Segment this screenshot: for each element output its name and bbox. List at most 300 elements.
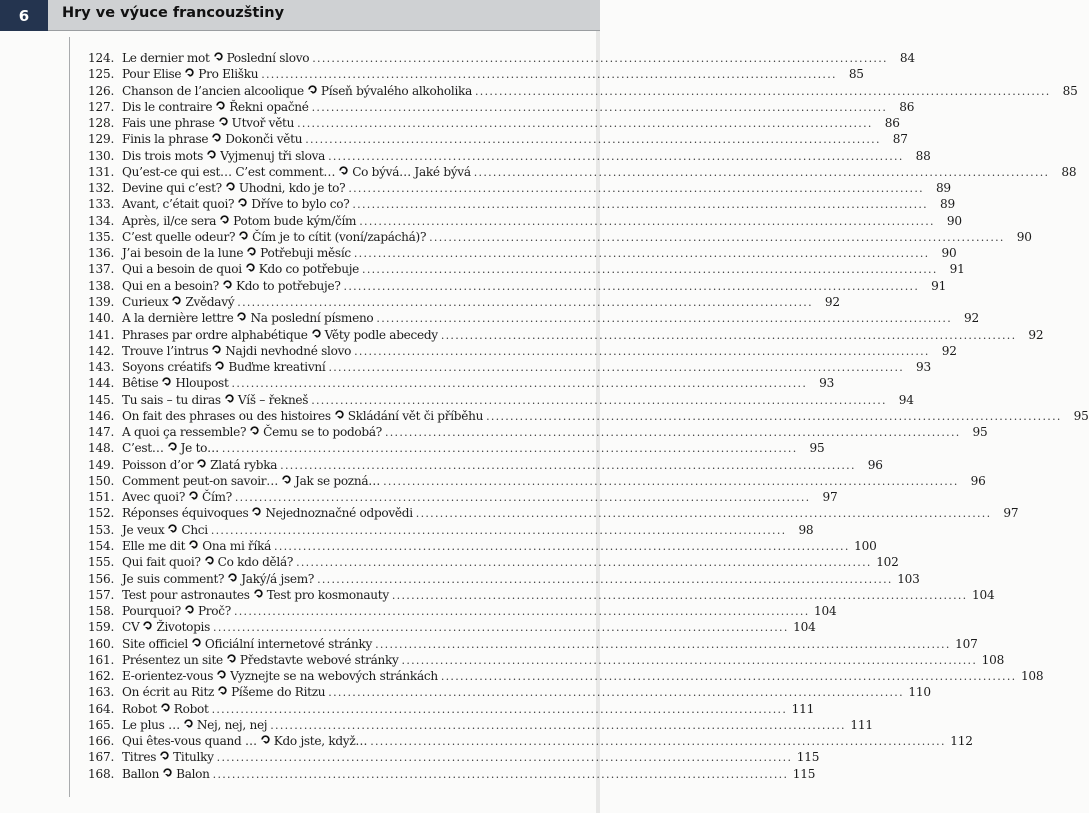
- entry-page: 89: [935, 181, 951, 196]
- toc-entry[interactable]: [88, 749, 820, 765]
- arrow-right-circle-icon: [189, 491, 198, 500]
- arrow-right-circle-icon: [220, 215, 229, 224]
- arrow-right-circle-icon: [223, 280, 232, 289]
- entry-number: 139.: [88, 294, 115, 309]
- entry-title-czech: Píseň bývalého alkoholika: [320, 83, 472, 98]
- entry-page: 104: [793, 620, 816, 635]
- toc-entry[interactable]: [88, 66, 864, 82]
- entry-number: 149.: [88, 457, 115, 472]
- leader-dots: ........................................................................................................................: [354, 344, 930, 358]
- entry-page: 91: [931, 278, 947, 293]
- entry-title-czech: Kdo jste, když…: [273, 734, 368, 749]
- entry-title-czech: Životopis: [156, 620, 211, 635]
- entry-number: 154.: [88, 538, 115, 553]
- entry-title-french: Bêtise: [122, 376, 159, 391]
- entry-page: 95: [972, 425, 988, 440]
- entry-number: 125.: [88, 67, 115, 82]
- entry-page: 96: [970, 473, 986, 488]
- toc-entry[interactable]: [88, 457, 883, 473]
- entry-title-french: On écrit au Ritz: [122, 685, 215, 700]
- entry-number: 158.: [88, 604, 115, 619]
- toc-entry[interactable]: [88, 213, 962, 229]
- entry-number: 145.: [88, 392, 115, 407]
- entry-title-french: Après, il/ce sera: [122, 213, 217, 228]
- header-title: Hry ve výuce francouzštiny: [62, 5, 285, 21]
- leader-dots: ........................................................................................................................: [233, 605, 810, 619]
- arrow-right-circle-icon: [215, 361, 224, 370]
- arrow-right-circle-icon: [219, 117, 228, 126]
- entry-number: 142.: [88, 343, 115, 358]
- entry-title-french: Réponses équivoques: [122, 506, 249, 521]
- entry-title-czech: Víš – řekneš: [237, 392, 309, 407]
- leader-dots: ........................................................................................................................: [383, 474, 959, 488]
- entry-title-french: Titres: [122, 750, 157, 765]
- entry-page: 115: [792, 766, 816, 781]
- toc-entry[interactable]: [88, 619, 816, 635]
- entry-page: 108: [981, 652, 1005, 667]
- entry-page: 97: [822, 490, 838, 505]
- entry-page: 93: [819, 376, 835, 391]
- entry-title-czech: Na poslední písmeno: [250, 311, 374, 326]
- toc-entry[interactable]: [88, 571, 920, 587]
- leader-dots: ........................................................................................................................: [359, 214, 935, 228]
- entry-title-czech: Jaký/á jsem?: [241, 571, 315, 586]
- arrow-right-circle-icon: [237, 312, 246, 321]
- arrow-right-circle-icon: [239, 231, 248, 240]
- arrow-right-circle-icon: [227, 654, 236, 663]
- entry-number: 151.: [88, 490, 115, 505]
- toc-entry[interactable]: [88, 684, 931, 700]
- entry-page: 92: [941, 343, 957, 358]
- entry-number: 144.: [88, 376, 115, 391]
- leader-dots: ........................................................................................................................: [384, 426, 961, 440]
- toc-entry[interactable]: [88, 50, 915, 66]
- arrow-right-circle-icon: [168, 442, 177, 451]
- entry-page: 84: [899, 51, 915, 65]
- arrow-right-circle-icon: [252, 507, 261, 516]
- leader-dots: ........................................................................................................................: [352, 198, 928, 212]
- entry-page: 88: [915, 148, 931, 163]
- entry-title-french: Qui a besoin de quoi: [122, 262, 242, 277]
- toc-entry[interactable]: [88, 505, 1019, 521]
- arrow-right-circle-icon: [197, 459, 206, 468]
- entry-number: 136.: [88, 246, 115, 261]
- entry-title-czech: Nejednoznačné odpovědi: [265, 506, 413, 521]
- toc-entry[interactable]: [88, 733, 973, 749]
- entry-number: 143.: [88, 360, 115, 375]
- entry-title-french: Avant, c’était quoi?: [122, 197, 235, 212]
- toc-entry[interactable]: [88, 164, 1077, 180]
- arrow-right-circle-icon: [163, 768, 172, 777]
- toc-entry[interactable]: [88, 375, 835, 391]
- entry-title-czech: Proč?: [197, 604, 231, 619]
- leader-dots: ........................................................................................................................: [231, 377, 808, 391]
- toc-entry[interactable]: [88, 652, 1005, 668]
- toc-entry[interactable]: [88, 131, 908, 147]
- entry-number: 161.: [88, 652, 115, 667]
- entry-page: 102: [876, 555, 899, 570]
- leader-dots: ........................................................................................................................: [237, 295, 813, 309]
- toc-entry[interactable]: [88, 668, 1044, 684]
- entry-title-french: Comment peut-on savoir…: [122, 473, 279, 488]
- arrow-right-circle-icon: [212, 133, 221, 142]
- entry-page: 92: [1028, 327, 1044, 342]
- entry-number: 124.: [88, 51, 115, 65]
- entry-title-french: C’est…: [122, 441, 164, 456]
- arrow-right-circle-icon: [185, 605, 194, 614]
- entry-number: 128.: [88, 116, 115, 131]
- entry-page: 100: [854, 538, 877, 553]
- entry-number: 165.: [88, 717, 115, 732]
- entry-title-french: Pourquoi?: [122, 604, 181, 619]
- entry-title-french: Le plus …: [122, 717, 180, 732]
- toc-entry[interactable]: [88, 636, 978, 652]
- entry-title-french: Fais une phrase: [122, 116, 215, 131]
- leader-dots: ........................................................................................................................: [274, 539, 850, 553]
- arrow-right-circle-icon: [250, 426, 259, 435]
- entry-title-french: Le dernier mot: [122, 51, 210, 65]
- leader-dots: ........................................................................................................................: [328, 361, 905, 375]
- toc-entry[interactable]: [88, 603, 837, 619]
- entry-title-czech: Najdi nevhodné slovo: [225, 343, 352, 358]
- entry-number: 148.: [88, 441, 115, 456]
- toc-entry[interactable]: [88, 115, 900, 131]
- leader-dots: ........................................................................................................................: [305, 133, 881, 147]
- entry-title-french: Phrases par ordre alphabétique: [122, 327, 308, 342]
- toc-entry[interactable]: [88, 392, 914, 408]
- toc-entry[interactable]: [88, 180, 951, 196]
- entry-page: 115: [796, 750, 820, 765]
- arrow-right-circle-icon: [184, 719, 193, 728]
- entry-page: 90: [941, 246, 957, 261]
- entry-title-french: Chanson de l’ancien alcoolique: [122, 83, 304, 98]
- leader-dots: ........................................................................................................................: [415, 507, 992, 521]
- arrow-right-circle-icon: [246, 263, 255, 272]
- entry-number: 160.: [88, 636, 115, 651]
- entry-page: 97: [1003, 506, 1019, 521]
- arrow-right-circle-icon: [228, 573, 237, 582]
- arrow-right-circle-icon: [254, 589, 263, 598]
- toc-entry[interactable]: [88, 440, 825, 456]
- leader-dots: ........................................................................................................................: [391, 588, 968, 602]
- leader-dots: ........................................................................................................................: [328, 149, 904, 163]
- entry-page: 92: [824, 294, 840, 309]
- entry-title-french: A la dernière lettre: [122, 311, 234, 326]
- entry-number: 127.: [88, 99, 115, 114]
- entry-number: 162.: [88, 669, 115, 684]
- entry-title-french: Pour Elise: [122, 67, 182, 82]
- entry-number: 157.: [88, 587, 115, 602]
- toc-entry[interactable]: [88, 229, 1032, 245]
- arrow-right-circle-icon: [161, 703, 170, 712]
- entry-number: 133.: [88, 197, 115, 212]
- arrow-right-circle-icon: [335, 410, 344, 419]
- entry-title-czech: Test pro kosmonauty: [266, 587, 389, 602]
- toc-entry[interactable]: [88, 701, 815, 717]
- toc-entry[interactable]: [88, 766, 816, 782]
- entry-title-czech: Kdo co potřebuje: [258, 262, 360, 277]
- toc-entry[interactable]: [88, 310, 980, 326]
- entry-number: 163.: [88, 685, 115, 700]
- entry-title-french: Ballon: [122, 766, 160, 781]
- entry-page: 111: [791, 701, 815, 716]
- arrow-right-circle-icon: [189, 540, 198, 549]
- leader-dots: ........................................................................................................................: [362, 263, 938, 277]
- entry-title-czech: Jak se pozná…: [295, 473, 381, 488]
- entry-page: 95: [1073, 408, 1089, 423]
- toc-entry[interactable]: [88, 473, 986, 489]
- entry-number: 131.: [88, 164, 115, 179]
- entry-title-french: Présentez un site: [122, 652, 223, 667]
- entry-page: 104: [972, 587, 995, 602]
- arrow-right-circle-icon: [172, 296, 181, 305]
- entry-title-czech: Skládání vět či příběhu: [347, 408, 484, 423]
- entry-number: 126.: [88, 83, 115, 98]
- entry-title-czech: Čemu se to podobá?: [263, 425, 382, 440]
- arrow-right-circle-icon: [168, 524, 177, 533]
- entry-title-french: J’ai besoin de la lune: [122, 246, 244, 261]
- arrow-right-circle-icon: [185, 68, 194, 77]
- toc-entry[interactable]: [88, 245, 957, 261]
- arrow-right-circle-icon: [143, 621, 152, 630]
- leader-dots: ........................................................................................................................: [212, 767, 789, 781]
- entry-page: 85: [848, 67, 864, 82]
- arrow-right-circle-icon: [261, 735, 270, 744]
- entry-number: 141.: [88, 327, 115, 342]
- table-of-contents: [88, 50, 1089, 782]
- arrow-right-circle-icon: [192, 638, 201, 647]
- leader-dots: ........................................................................................................................: [440, 328, 1017, 342]
- entry-title-czech: Buďme kreativní: [228, 360, 326, 375]
- leader-dots: ........................................................................................................................: [317, 572, 893, 586]
- entry-title-czech: Chci: [181, 522, 208, 537]
- entry-title-czech: Robot: [173, 701, 209, 716]
- arrow-right-circle-icon: [226, 182, 235, 191]
- leader-dots: ........................................................................................................................: [370, 735, 946, 749]
- leader-dots: ........................................................................................................................: [311, 100, 888, 114]
- entry-title-french: Je suis comment?: [122, 571, 225, 586]
- leader-dots: ........................................................................................................................: [297, 117, 873, 131]
- leader-dots: ........................................................................................................................: [210, 523, 787, 537]
- entry-title-french: E-orientez-vous: [122, 669, 214, 684]
- entry-title-czech: Uhodni, kdo je to?: [238, 181, 346, 196]
- entry-title-czech: Věty podle abecedy: [324, 327, 438, 342]
- entry-title-czech: Čím?: [202, 490, 232, 505]
- leader-dots: ........................................................................................................................: [343, 279, 920, 293]
- arrow-right-circle-icon: [238, 198, 247, 207]
- toc-entry[interactable]: [88, 489, 838, 505]
- entry-title-czech: Co kdo dělá?: [217, 555, 294, 570]
- leader-dots: ........................................................................................................................: [328, 686, 904, 700]
- toc-entry[interactable]: [88, 294, 840, 310]
- entry-title-czech: Potom bude kým/čím: [233, 213, 357, 228]
- entry-page: 88: [1061, 164, 1077, 179]
- entry-title-french: Soyons créatifs: [122, 360, 212, 375]
- toc-entry[interactable]: [88, 196, 955, 212]
- entry-title-czech: Dokonči větu: [225, 132, 303, 147]
- entry-page: 90: [946, 213, 962, 228]
- entry-number: 152.: [88, 506, 115, 521]
- entry-title-czech: Řekni opačné: [229, 99, 309, 114]
- entry-title-french: Test pour astronautes: [122, 587, 250, 602]
- entry-number: 168.: [88, 766, 115, 781]
- toc-entry[interactable]: [88, 327, 1044, 343]
- leader-dots: ........................................................................................................................: [213, 621, 789, 635]
- toc-entry[interactable]: [88, 148, 931, 164]
- entry-title-french: Robot: [122, 701, 157, 716]
- entry-number: 137.: [88, 262, 115, 277]
- entry-number: 132.: [88, 181, 115, 196]
- leader-dots: ........................................................................................................................: [280, 458, 856, 472]
- entry-number: 166.: [88, 734, 115, 749]
- entry-page: 86: [884, 116, 900, 131]
- entry-page: 108: [1020, 669, 1044, 684]
- arrow-right-circle-icon: [282, 475, 291, 484]
- entry-title-french: Trouve l’intrus: [122, 343, 209, 358]
- entry-title-czech: Čím je to cítit (voní/zapáchá)?: [252, 229, 427, 244]
- entry-title-french: Tu sais – tu diras: [122, 392, 221, 407]
- entry-title-czech: Hloupost: [175, 376, 229, 391]
- entry-page: 104: [814, 604, 837, 619]
- entry-title-french: Qui en a besoin?: [122, 278, 219, 293]
- leader-dots: ........................................................................................................................: [401, 653, 978, 667]
- leader-dots: ........................................................................................................................: [375, 637, 951, 651]
- entry-page: 93: [916, 360, 932, 375]
- entry-number: 150.: [88, 473, 115, 488]
- arrow-right-circle-icon: [308, 85, 317, 94]
- entry-title-czech: Zlatá rybka: [210, 457, 278, 472]
- arrow-right-circle-icon: [160, 751, 169, 760]
- entry-title-czech: Představte webové stránky: [239, 652, 399, 667]
- entry-title-french: Qui êtes-vous quand …: [122, 734, 257, 749]
- entry-title-czech: Kdo to potřebuje?: [236, 278, 341, 293]
- entry-page: 112: [950, 734, 973, 749]
- leader-dots: ........................................................................................................................: [348, 182, 924, 196]
- toc-entry[interactable]: [88, 554, 899, 570]
- entry-number: 156.: [88, 571, 115, 586]
- entry-title-french: Qui fait quoi?: [122, 555, 201, 570]
- leader-dots: ........................................................................................................................: [311, 393, 887, 407]
- entry-page: 91: [949, 262, 965, 277]
- entry-page: 86: [899, 99, 915, 114]
- margin-rule: [69, 37, 70, 797]
- entry-page: 98: [798, 522, 814, 537]
- arrow-right-circle-icon: [217, 670, 226, 679]
- leader-dots: ........................................................................................................................: [312, 52, 888, 65]
- toc-entry[interactable]: [88, 522, 814, 538]
- entry-title-czech: Utvoř větu: [231, 116, 295, 131]
- entry-page: 90: [1016, 229, 1032, 244]
- entry-title-french: Devine qui c’est?: [122, 181, 222, 196]
- toc-entry[interactable]: [88, 99, 915, 115]
- entry-title-czech: Je to…: [180, 441, 219, 456]
- leader-dots: ........................................................................................................................: [376, 312, 953, 326]
- entry-title-french: Curieux: [122, 294, 169, 309]
- leader-dots: ........................................................................................................................: [440, 670, 1017, 684]
- entry-number: 134.: [88, 213, 115, 228]
- entry-title-french: Qu’est-ce qui est… C’est comment…: [122, 164, 336, 179]
- toc-entry[interactable]: [88, 359, 932, 375]
- entry-number: 130.: [88, 148, 115, 163]
- entry-title-czech: Dříve to bylo co?: [251, 197, 350, 212]
- arrow-right-circle-icon: [205, 556, 214, 565]
- toc-entry[interactable]: [88, 538, 877, 554]
- toc-entry[interactable]: [88, 717, 873, 733]
- entry-title-czech: Oficiální internetové stránky: [204, 636, 373, 651]
- entry-title-czech: Ona mi říká: [202, 538, 272, 553]
- entry-title-french: Je veux: [122, 522, 165, 537]
- toc-entry[interactable]: [88, 424, 988, 440]
- entry-page: 85: [1062, 83, 1078, 98]
- entry-page: 94: [898, 392, 914, 407]
- toc-entry[interactable]: [88, 261, 965, 277]
- entry-title-czech: Pro Elišku: [198, 67, 259, 82]
- entry-number: 140.: [88, 311, 115, 326]
- entry-number: 138.: [88, 278, 115, 293]
- entry-title-czech: Balon: [176, 766, 210, 781]
- entry-title-czech: Titulky: [173, 750, 214, 765]
- entry-title-czech: Zvědavý: [185, 294, 235, 309]
- entry-title-czech: Vyznejte se na webových stránkách: [230, 669, 438, 684]
- arrow-right-circle-icon: [339, 166, 348, 175]
- entry-title-czech: Nej, nej, nej: [196, 717, 268, 732]
- entry-title-czech: Vyjmenuj tři slova: [220, 148, 326, 163]
- page-number: 6: [0, 0, 48, 31]
- entry-number: 147.: [88, 425, 115, 440]
- leader-dots: ........................................................................................................................: [429, 230, 1005, 244]
- leader-dots: ........................................................................................................................: [474, 84, 1051, 98]
- entry-number: 135.: [88, 229, 115, 244]
- arrow-right-circle-icon: [214, 52, 223, 61]
- entry-title-french: Poisson d’or: [122, 457, 194, 472]
- entry-title-french: CV: [122, 620, 140, 635]
- entry-page: 103: [897, 571, 920, 586]
- arrow-right-circle-icon: [162, 377, 171, 386]
- entry-title-french: Finis la phrase: [122, 132, 209, 147]
- toc-entry[interactable]: [88, 343, 957, 359]
- leader-dots: ........................................................................................................................: [234, 491, 811, 505]
- entry-title-french: Dis le contraire: [122, 99, 213, 114]
- toc-entry[interactable]: [88, 83, 1078, 99]
- toc-entry[interactable]: [88, 278, 947, 294]
- entry-title-french: Elle me dit: [122, 538, 186, 553]
- leader-dots: ........................................................................................................................: [211, 702, 788, 716]
- entry-page: 110: [908, 685, 931, 700]
- leader-dots: ........................................................................................................................: [261, 68, 837, 82]
- entry-title-french: On fait des phrases ou des histoires: [122, 408, 331, 423]
- entry-title-french: Site officiel: [122, 636, 188, 651]
- toc-entry[interactable]: [88, 587, 995, 603]
- leader-dots: ........................................................................................................................: [270, 718, 846, 732]
- arrow-right-circle-icon: [207, 150, 216, 159]
- entry-title-czech: Poslední slovo: [226, 51, 310, 65]
- entry-number: 155.: [88, 555, 115, 570]
- entry-page: 92: [964, 311, 980, 326]
- leader-dots: ........................................................................................................................: [216, 751, 793, 765]
- entry-number: 146.: [88, 408, 115, 423]
- entry-page: 107: [955, 636, 978, 651]
- leader-dots: ........................................................................................................................: [473, 165, 1050, 179]
- toc-entry[interactable]: [88, 408, 1089, 424]
- entry-number: 159.: [88, 620, 115, 635]
- entry-page: 89: [939, 197, 955, 212]
- arrow-right-circle-icon: [312, 329, 321, 338]
- entry-title-czech: Co bývá… Jaké bývá: [352, 164, 471, 179]
- entry-title-czech: Potřebuji měsíc: [260, 246, 351, 261]
- entry-number: 167.: [88, 750, 115, 765]
- entry-number: 129.: [88, 132, 115, 147]
- entry-page: 95: [809, 441, 825, 456]
